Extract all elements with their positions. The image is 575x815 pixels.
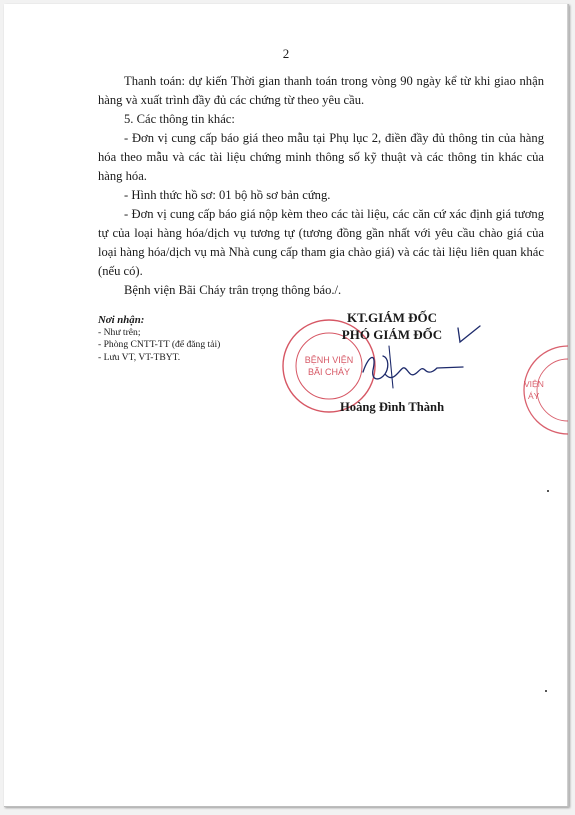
recipient-item: - Phòng CNTT-TT (để đăng tải)	[98, 339, 221, 350]
signature-title-line2: PHÓ GIÁM ĐỐC	[341, 327, 443, 342]
scan-speck	[547, 490, 549, 492]
paragraph-closing: Bệnh viện Bãi Cháy trân trọng thông báo./.	[124, 283, 342, 297]
paragraph-payment: Thanh toán: dự kiến Thời gian thanh toán trong vòng 90 ngày kể từ khi giao nhận hàng và xuất trình đầy đủ các chứng từ theo yêu cầu.	[98, 74, 544, 107]
stamp-text-line1: BỆNH VIỆN	[304, 355, 354, 365]
partial-stamp	[519, 340, 568, 440]
signer-name: Hoàng Đình Thành	[340, 400, 445, 414]
paragraph-dossier-format: - Hình thức hồ sơ: 01 bộ hồ sơ bản cứng.	[124, 188, 331, 202]
recipients-title: Nơi nhận:	[98, 314, 145, 326]
paragraph-supporting-docs: - Đơn vị cung cấp báo giá nộp kèm theo các tài liệu, các căn cứ xác định giá tương tự của loại hàng hóa/dịch vụ tương tự (tương đồng gần nhất với yêu cầu chào giá của loại hàng hóa/dịch vụ mà Nhà cung cấp tham gia chào giá) và các tài liệu liên quan khác (nếu có).	[98, 207, 544, 278]
paragraph-other-info-heading: 5. Các thông tin khác:	[124, 112, 235, 126]
partial-stamp-text-line2: ÁY	[528, 391, 540, 401]
paragraph-quotation-form: - Đơn vị cung cấp báo giá theo mẫu tại Phụ lục 2, điền đầy đủ thông tin của hàng hóa theo mẫu và các tài liệu chứng minh thông số kỹ thuật và các thông tin khác của hàng hóa.	[98, 131, 544, 183]
document-body	[98, 72, 544, 300]
partial-stamp-text-line1: VIỆN	[524, 379, 544, 389]
page-number: 2	[282, 46, 290, 61]
recipients-block	[98, 314, 220, 364]
recipient-item: - Lưu VT, VT-TBYT.	[98, 351, 181, 363]
signature-block	[322, 309, 462, 343]
stamp-text-line2: BÃI CHÁY	[307, 367, 351, 377]
handwritten-signature	[359, 344, 469, 394]
scan-speck	[545, 690, 547, 692]
recipient-item: - Như trên;	[98, 326, 141, 338]
signature-title-line1: KT.GIÁM ĐỐC	[346, 310, 438, 325]
document-page	[4, 4, 569, 807]
initial-mark	[454, 322, 484, 344]
